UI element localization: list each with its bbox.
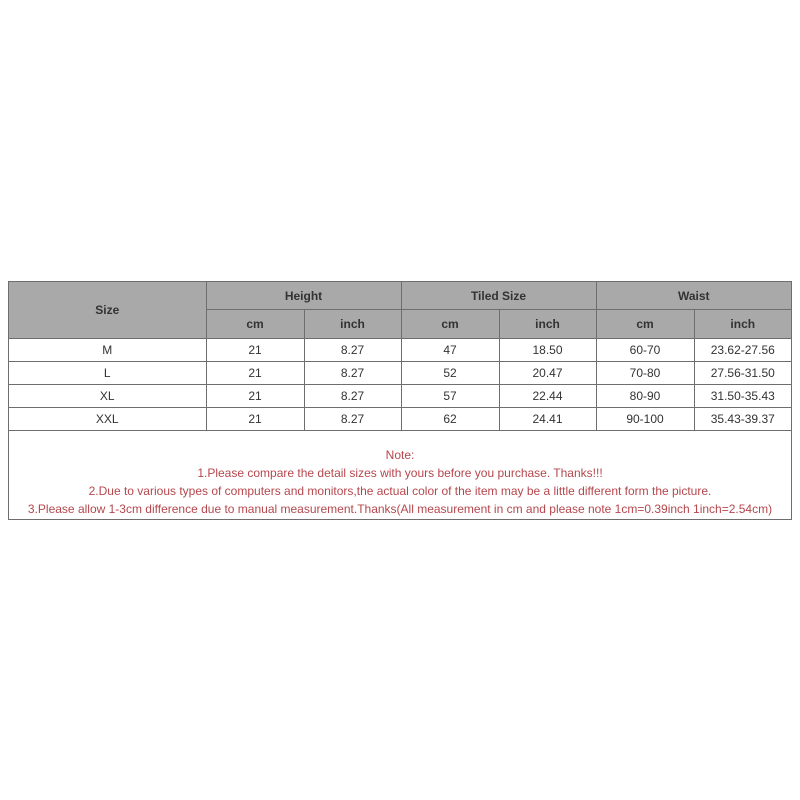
size-column-header: Size [9,282,206,339]
height-cm-cell: 21 [206,408,304,431]
height-group-header: Height [206,282,401,310]
table-row [9,339,791,362]
tiled-size-inch-cell: 20.47 [499,362,596,385]
waist-cm-cell: 60-70 [596,339,694,362]
waist-inch-cell: 35.43-39.37 [694,408,791,431]
note-line-2: 2.Due to various types of computers and monitors,the actual color of the item may be a little different form the picture. [88,484,712,498]
height-cm-cell: 21 [206,362,304,385]
waist-cm-cell: 80-90 [596,385,694,408]
waist-group-header: Waist [596,282,791,310]
size-cell: XXL [9,408,206,431]
tiled-size-inch-header: inch [499,310,596,339]
height-inch-cell: 8.27 [304,385,401,408]
size-cell: XL [9,385,206,408]
waist-inch-cell: 27.56-31.50 [694,362,791,385]
waist-inch-cell: 23.62-27.56 [694,339,791,362]
tiled-size-cm-cell: 62 [401,408,499,431]
tiled-size-inch-cell: 24.41 [499,408,596,431]
tiled-size-cm-cell: 47 [401,339,499,362]
size-table [9,282,791,431]
height-inch-cell: 8.27 [304,408,401,431]
tiled-size-inch-cell: 22.44 [499,385,596,408]
height-inch-header: inch [304,310,401,339]
table-row [9,408,791,431]
tiled-size-cm-header: cm [401,310,499,339]
tiled-size-inch-cell: 18.50 [499,339,596,362]
waist-cm-header: cm [596,310,694,339]
size-cell: M [9,339,206,362]
height-cm-cell: 21 [206,385,304,408]
waist-cm-cell: 90-100 [596,408,694,431]
tiled-size-group-header: Tiled Size [401,282,596,310]
size-cell: L [9,362,206,385]
table-row [9,385,791,408]
note-line-1: 1.Please compare the detail sizes with yours before you purchase. Thanks!!! [197,466,603,480]
size-chart [8,281,792,520]
table-row [9,362,791,385]
waist-cm-cell: 70-80 [596,362,694,385]
height-cm-header: cm [206,310,304,339]
tiled-size-cm-cell: 52 [401,362,499,385]
waist-inch-header: inch [694,310,791,339]
height-inch-cell: 8.27 [304,362,401,385]
tiled-size-cm-cell: 57 [401,385,499,408]
table-header-group-row [9,282,791,310]
notes-section [9,446,791,518]
note-title: Note: [385,448,415,462]
note-line-3: 3.Please allow 1-3cm difference due to manual measurement.Thanks(All measurement in cm and please note 1cm=0.39inch 1inch=2.54cm) [27,502,773,516]
height-inch-cell: 8.27 [304,339,401,362]
waist-inch-cell: 31.50-35.43 [694,385,791,408]
height-cm-cell: 21 [206,339,304,362]
